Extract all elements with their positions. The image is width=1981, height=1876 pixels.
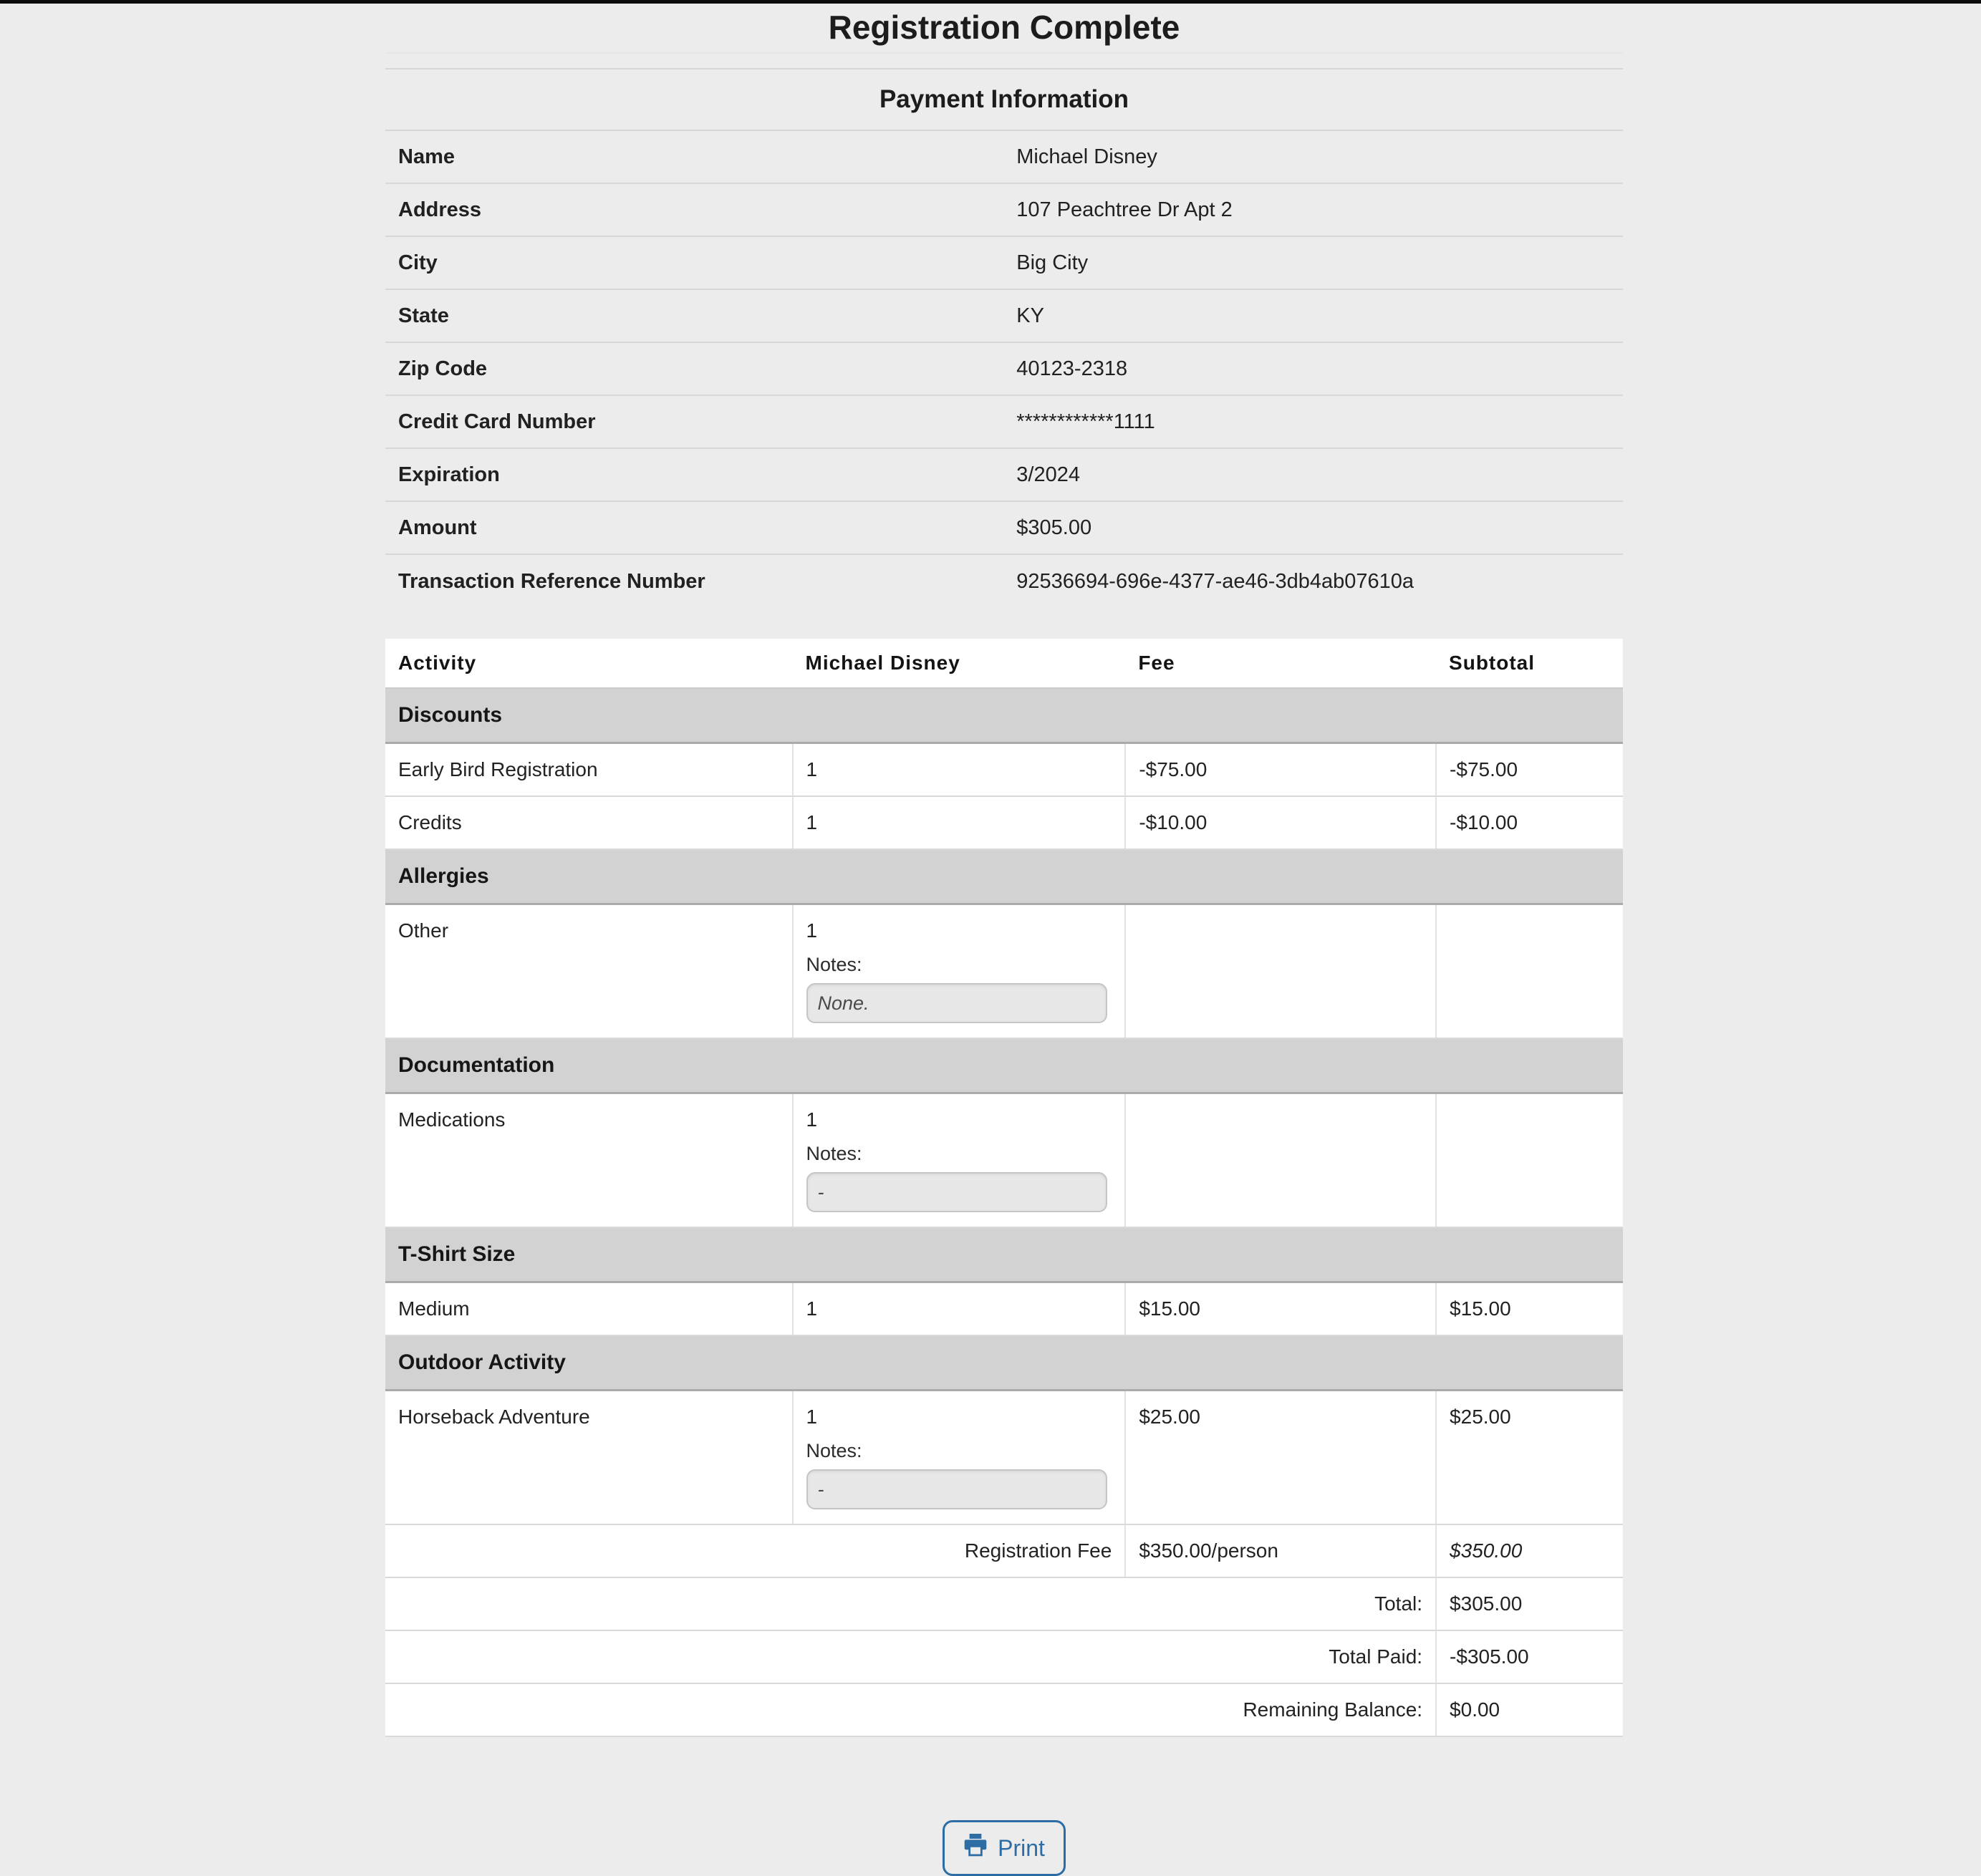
notes-input[interactable]: - [806, 1172, 1107, 1212]
fee-cell [1125, 904, 1436, 1039]
payment-row-name [385, 131, 1623, 184]
payment-value: 107 Peachtree Dr Apt 2 [1016, 198, 1233, 221]
section-header-discounts: Discounts [385, 688, 1623, 743]
print-button-label: Print [998, 1834, 1045, 1861]
payment-row-amount [385, 502, 1623, 555]
payment-value: 3/2024 [1016, 463, 1080, 486]
payment-value: KY [1016, 304, 1044, 327]
total-paid-value: -$305.00 [1436, 1630, 1623, 1683]
table-row [385, 1391, 1623, 1525]
registration-fee-subtotal: $350.00 [1436, 1524, 1623, 1577]
table-row [385, 1282, 1623, 1336]
remaining-balance-row [385, 1683, 1623, 1736]
table-row [385, 796, 1623, 849]
qty-notes-cell [793, 1391, 1126, 1525]
payment-label: State [398, 304, 449, 327]
print-button[interactable] [943, 1820, 1066, 1876]
qty-notes-cell [793, 1093, 1126, 1228]
print-button-area [385, 1820, 1623, 1876]
table-row [385, 743, 1623, 797]
subtotal-cell: -$10.00 [1436, 796, 1623, 849]
notes-label: Notes: [806, 1143, 862, 1164]
qty-value: 1 [806, 1406, 818, 1428]
registration-fee-row [385, 1524, 1623, 1577]
payment-row-state [385, 290, 1623, 343]
activity-cell: Early Bird Registration [385, 743, 793, 797]
payment-row-address [385, 184, 1623, 237]
registration-fee-rate: $350.00/person [1125, 1524, 1436, 1577]
activity-cell: Medications [385, 1093, 793, 1228]
total-paid-row [385, 1630, 1623, 1683]
payment-label: Zip Code [398, 357, 488, 380]
qty-notes-cell [793, 904, 1126, 1039]
payment-row-city [385, 237, 1623, 290]
fee-cell: $15.00 [1125, 1282, 1436, 1336]
activity-table [385, 639, 1623, 1737]
total-value: $305.00 [1436, 1577, 1623, 1630]
activity-cell: Horseback Adventure [385, 1391, 793, 1525]
payment-value: $305.00 [1016, 516, 1092, 539]
column-header-fee: Fee [1125, 639, 1436, 688]
fee-cell: -$75.00 [1125, 743, 1436, 797]
remaining-balance-value: $0.00 [1436, 1683, 1623, 1736]
payment-information-heading: Payment Information [385, 69, 1623, 131]
section-header-allergies: Allergies [385, 849, 1623, 904]
qty-cell: 1 [793, 1282, 1126, 1336]
payment-value: Michael Disney [1016, 145, 1157, 168]
section-header-outdoor-activity: Outdoor Activity [385, 1335, 1623, 1391]
payment-value: Big City [1016, 251, 1089, 274]
title-divider [385, 52, 1623, 54]
subtotal-cell: -$75.00 [1436, 743, 1623, 797]
payment-label: City [398, 251, 438, 274]
payment-label: Address [398, 198, 482, 221]
column-header-participant: Michael Disney [793, 639, 1126, 688]
notes-label: Notes: [806, 954, 862, 975]
payment-label: Transaction Reference Number [398, 569, 705, 593]
payment-row-expiration [385, 449, 1623, 502]
qty-cell: 1 [793, 796, 1126, 849]
notes-input[interactable]: - [806, 1469, 1107, 1509]
total-paid-label: Total Paid: [385, 1630, 1436, 1683]
table-row [385, 904, 1623, 1039]
payment-label: Name [398, 145, 455, 168]
total-label: Total: [385, 1577, 1436, 1630]
activity-cell: Credits [385, 796, 793, 849]
activity-cell: Medium [385, 1282, 793, 1336]
activity-cell: Other [385, 904, 793, 1039]
section-header-documentation: Documentation [385, 1038, 1623, 1093]
payment-value: 92536694-696e-4377-ae46-3db4ab07610a [1016, 569, 1414, 593]
subtotal-cell [1436, 904, 1623, 1039]
payment-row-credit-card [385, 396, 1623, 449]
subtotal-cell: $15.00 [1436, 1282, 1623, 1336]
subtotal-cell: $25.00 [1436, 1391, 1623, 1525]
section-header-tshirt-size: T-Shirt Size [385, 1227, 1623, 1282]
page-container [385, 9, 1623, 1876]
column-header-subtotal: Subtotal [1436, 639, 1623, 688]
payment-label: Expiration [398, 463, 500, 486]
top-edge-bar [0, 0, 1981, 4]
payment-row-transaction-ref [385, 555, 1623, 608]
payment-row-zip [385, 343, 1623, 396]
payment-information-section [385, 68, 1623, 608]
page-title: Registration Complete [828, 9, 1180, 46]
total-row [385, 1577, 1623, 1630]
notes-input[interactable]: None. [806, 983, 1107, 1023]
remaining-balance-label: Remaining Balance: [385, 1683, 1436, 1736]
payment-value: 40123-2318 [1016, 357, 1128, 380]
table-row [385, 1093, 1623, 1228]
payment-label: Credit Card Number [398, 410, 596, 433]
column-header-activity: Activity [385, 639, 793, 688]
activity-table-header-row [385, 639, 1623, 688]
fee-cell: $25.00 [1125, 1391, 1436, 1525]
qty-value: 1 [806, 919, 818, 942]
subtotal-cell [1436, 1093, 1623, 1228]
fee-cell: -$10.00 [1125, 796, 1436, 849]
payment-value: ************1111 [1016, 410, 1155, 433]
qty-value: 1 [806, 1108, 818, 1131]
printer-icon [963, 1834, 988, 1862]
fee-cell [1125, 1093, 1436, 1228]
payment-label: Amount [398, 516, 477, 539]
notes-label: Notes: [806, 1440, 862, 1461]
registration-fee-label: Registration Fee [385, 1524, 1125, 1577]
qty-cell: 1 [793, 743, 1126, 797]
